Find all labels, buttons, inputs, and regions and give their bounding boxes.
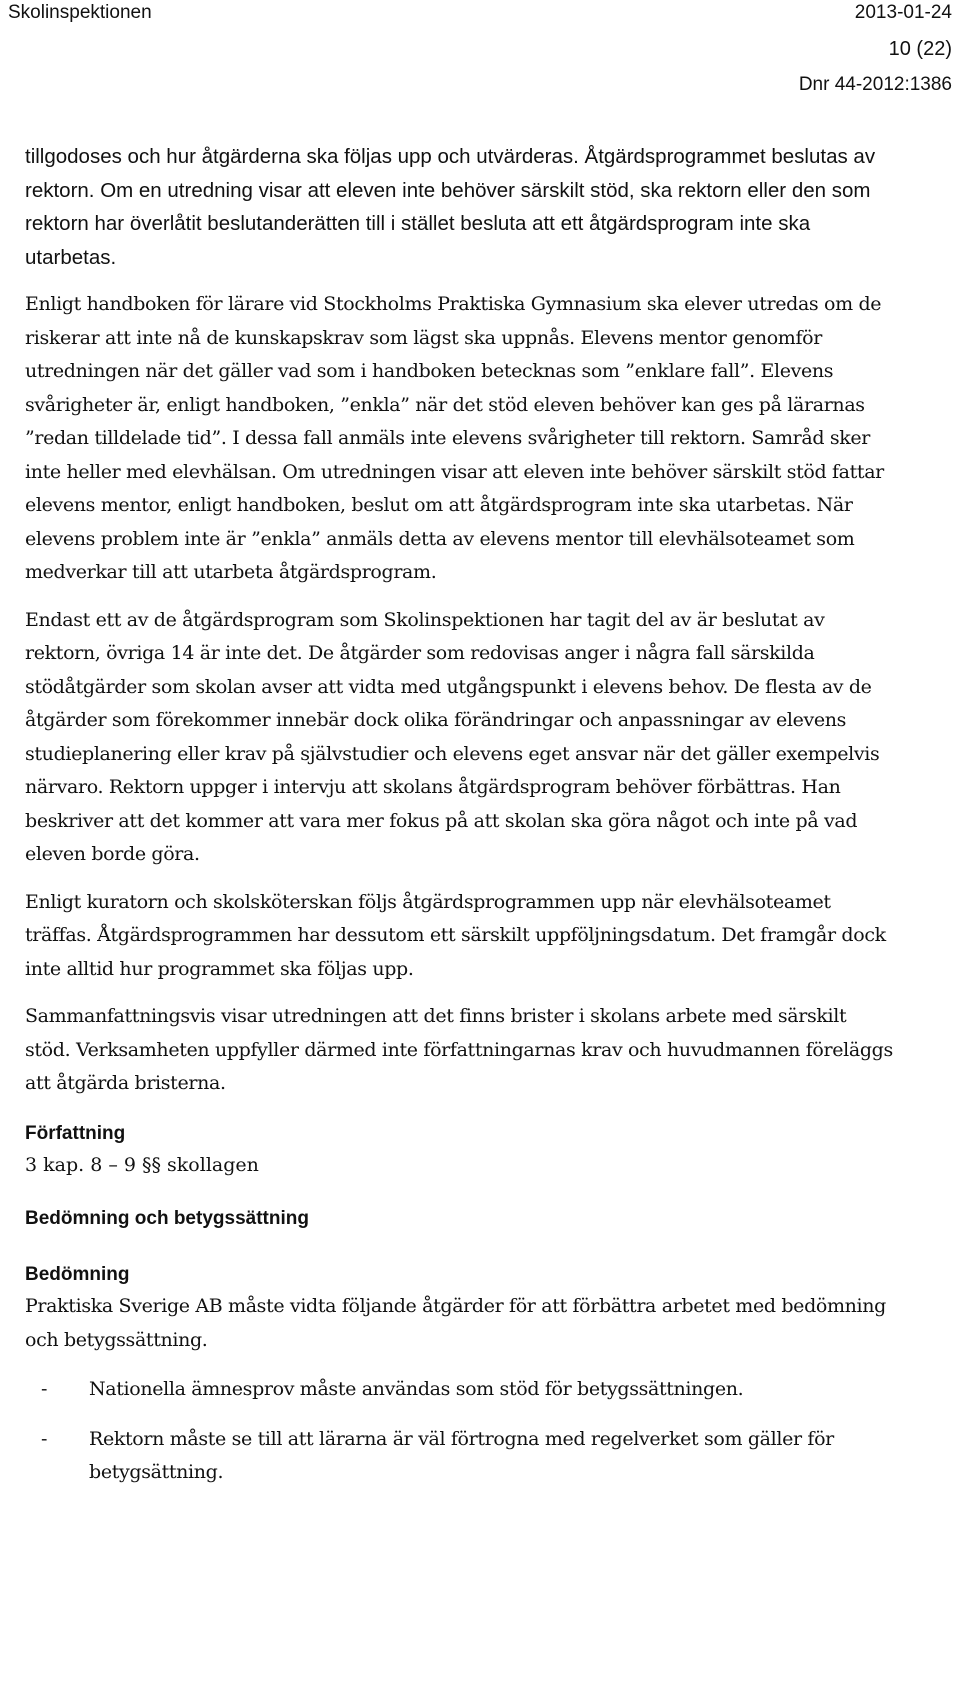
paragraph-followup: Enligt kuratorn och skolsköterskan följs åtgärdsprogrammen upp när elevhälsoteamet träffas. Åtgärdsprogrammen har dessutom ett särskilt uppföljningsdatum. Det framgår dock inte alltid hur programmet ska följas upp. <box>25 890 886 980</box>
bullet-dash: - <box>41 1427 48 1450</box>
law-reference: 3 kap. 8 – 9 §§ skollagen <box>25 1153 259 1176</box>
list-item-text: Rektorn måste se till att lärarna är väl förtrogna med regelverket som gäller för betygsättning. <box>89 1427 834 1483</box>
document-body <box>25 140 895 1506</box>
paragraph-programs: Endast ett av de åtgärdsprogram som Skolinspektionen har tagit del av är beslutat av rektorn, övriga 14 är inte det. De åtgärder som redovisas anger i några fall särskilda stödåtgärder som skolan avser att vidta med utgångspunkt i elevens behov. De flesta av de åtgärder som förekommer innebär dock olika förändringar och anpassningar av elevens studieplanering eller krav på självstudier och elevens eget ansvar när det gäller exempelvis närvaro. Rektorn uppger i intervju att skolans åtgärdsprogram behöver förbättras. Han beskriver att det kommer att vara mer fokus på att skolan ska göra något och inte på vad eleven borde göra. <box>25 608 880 865</box>
bullet-dash: - <box>41 1378 48 1400</box>
paragraph-intro: tillgodoses och hur åtgärderna ska följas upp och utvärderas. Åtgärdsprogrammet beslutas av rektorn. Om en utredning visar att eleven inte behöver särskilt stöd, ska rektorn eller den som rektorn har överlåtit beslutanderätten till i stället besluta att ett åtgärdsprogram inte ska utarbetas. <box>25 145 876 269</box>
subsection-heading: Bedömning <box>25 1264 130 1285</box>
list-item-text: Nationella ämnesprov måste användas som stöd för betygssättningen. <box>89 1378 744 1400</box>
forfattning-heading: Författning <box>25 1122 126 1144</box>
paragraph-handbook: Enligt handboken för lärare vid Stockholms Praktiska Gymnasium ska elever utredas om de riskerar att inte nå de kunskapskrav som lägst ska uppnås. Elevens mentor genomför utredningen när det gäller vad som i handboken betecknas som ”enklare fall”. Elevens svårigheter är, enligt handboken, ”enkla” när det stöd eleven behöver kan ges på lärarnas ”redan tilldelade tid”. I dessa fall anmäls inte elevens svårigheter till rektorn. Samråd sker inte heller med elevhälsan. Om utredningen visar att eleven inte behöver särskilt stöd fattar elevens mentor, enligt handboken, beslut om att åtgärdsprogram inte ska utarbetas. När elevens problem inte är ”enkla” anmäls detta av elevens mentor till elevhälsoteamet som medverkar till att utarbeta åtgärdsprogram. <box>25 293 884 583</box>
list-item <box>25 1423 895 1490</box>
measures-list <box>25 1373 895 1490</box>
document-date: 2013-01-24 <box>854 2 952 23</box>
paragraph-summary: Sammanfattningsvis visar utredningen att det finns brister i skolans arbete med särskilt stöd. Verksamheten uppfyller därmed inte författningarnas krav och huvudmannen föreläggs att åtgärda bristerna. <box>25 1005 893 1094</box>
page-header <box>0 0 960 110</box>
organization-name: Skolinspektionen <box>8 2 152 23</box>
section-heading: Bedömning och betygssättning <box>25 1208 309 1229</box>
page-number: 10 (22) <box>888 38 952 60</box>
case-number: Dnr 44-2012:1386 <box>798 74 952 95</box>
list-item <box>25 1373 895 1407</box>
paragraph-measures: Praktiska Sverige AB måste vidta följande åtgärder för att förbättra arbetet med bedömning och betygssättning. <box>25 1295 886 1351</box>
